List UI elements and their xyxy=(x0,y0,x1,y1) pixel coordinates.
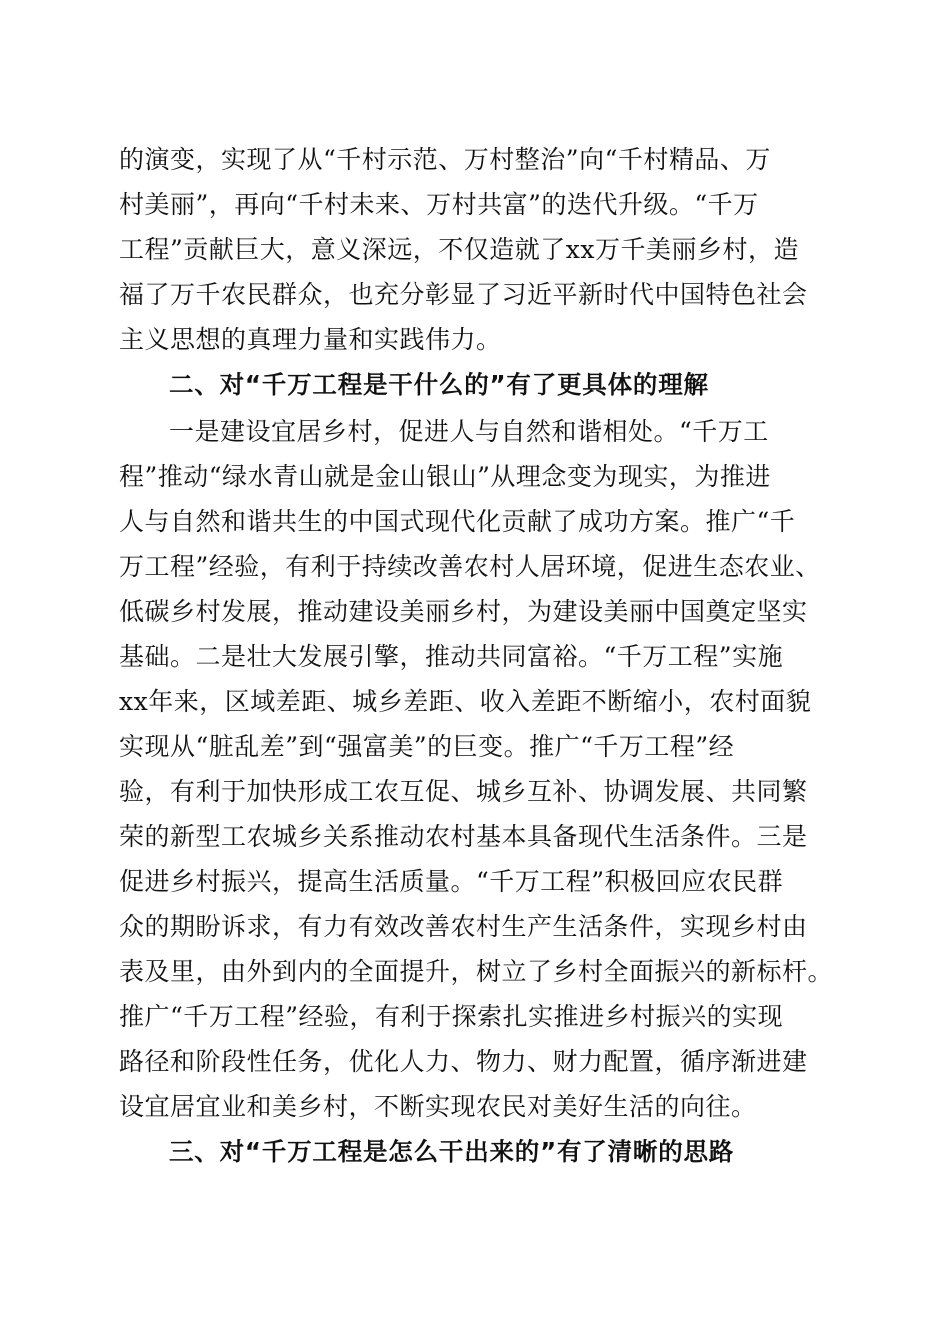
paragraph-line: 众的期盼诉求，有力有效改善农村生产生活条件，实现乡村由 xyxy=(119,912,808,941)
paragraph-line: xx年来，区域差距、城乡差距、收入差距不断缩小，农村面貌 xyxy=(119,687,812,716)
paragraph-line: 村美丽”，再向“千村未来、万村共富”的迭代升级。“千万 xyxy=(119,190,759,219)
paragraph-line: 验，有利于加快形成工农互促、城乡互补、协调发展、共同繁 xyxy=(119,777,808,806)
paragraph-line: 低碳乡村发展，推动建设美丽乡村，为建设美丽中国奠定坚实 xyxy=(119,597,808,626)
paragraph-line: 基础。二是壮大发展引擎，推动共同富裕。“千万工程”实施 xyxy=(119,642,784,671)
paragraph-line: 设宜居宜业和美乡村，不断实现农民对美好生活的向往。 xyxy=(119,1092,757,1121)
paragraph-line: 福了万千农民群众，也充分彰显了习近平新时代中国特色社会 xyxy=(119,280,808,309)
paragraph-line: 荣的新型工农城乡关系推动农村基本具备现代生活条件。三是 xyxy=(119,822,808,851)
paragraph-line: 程”推动“绿水青山就是金山银山”从理念变为现实，为推进 xyxy=(119,462,771,491)
paragraph-line: 实现从“脏乱差”到“强富美”的巨变。推广“千万工程”经 xyxy=(119,732,735,761)
paragraph-line: 万工程”经验，有利于持续改善农村人居环境，促进生态农业、 xyxy=(119,552,821,581)
section-heading-3: 三、对“千万工程是怎么干出来的”有了清晰的思路 xyxy=(169,1137,735,1166)
paragraph-line: 的演变，实现了从“千村示范、万村整治”向“千村精品、万 xyxy=(119,145,771,174)
paragraph-line: 工程”贡献巨大，意义深远，不仅造就了xx万千美丽乡村，造 xyxy=(119,235,799,264)
paragraph-line: 表及里，由外到内的全面提升，树立了乡村全面振兴的新标杆。 xyxy=(119,957,834,986)
paragraph-line: 主义思想的真理力量和实践伟力。 xyxy=(119,325,502,354)
paragraph-line: 促进乡村振兴，提高生活质量。“千万工程”积极回应农民群 xyxy=(119,867,784,896)
paragraph-line: 一是建设宜居乡村，促进人与自然和谐相处。“千万工 xyxy=(169,417,769,446)
paragraph-line: 推广“千万工程”经验，有利于探索扎实推进乡村振兴的实现 xyxy=(119,1002,784,1031)
section-heading-2: 二、对“千万工程是干什么的”有了更具体的理解 xyxy=(169,370,709,399)
paragraph-line: 路径和阶段性任务，优化人力、物力、财力配置，循序渐进建 xyxy=(119,1047,808,1076)
paragraph-line: 人与自然和谐共生的中国式现代化贡献了成功方案。推广“千 xyxy=(119,507,796,536)
